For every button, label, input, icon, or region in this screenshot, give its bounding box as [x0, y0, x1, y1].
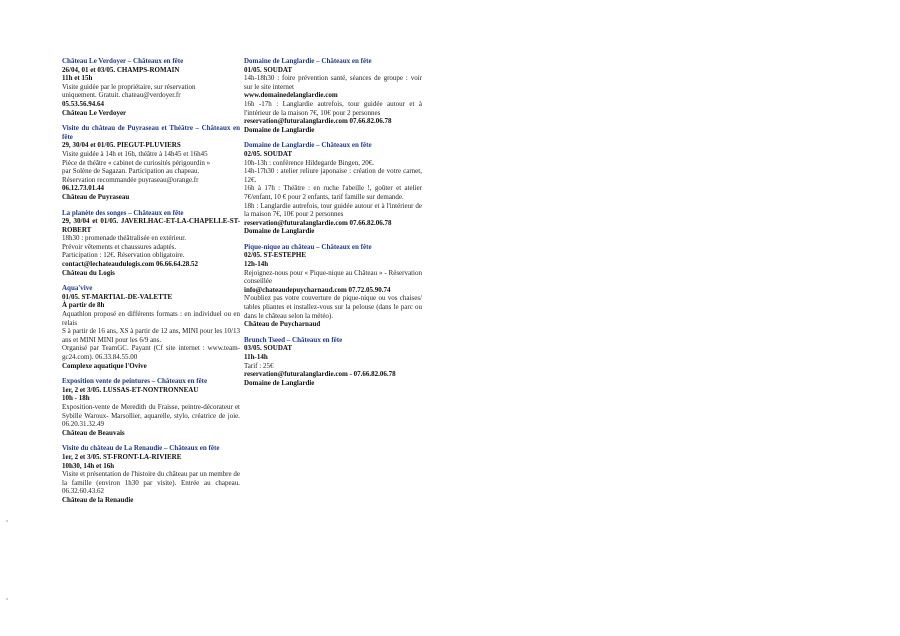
scan-mark — [6, 598, 8, 600]
event-detail-bold: 1er, 2 et 3/05. LUSSAS-ET-NONTRONNEAU — [62, 385, 199, 394]
event-detail-bold: Domaine de Langlardie — [244, 125, 315, 134]
event-detail: Visite guidée par le propriétaire, sur réservation — [62, 82, 196, 91]
event-detail: Réservation recommandée puyraseau@orange.fr — [62, 175, 199, 184]
event-detail-bold: 03/05. SOUDAT — [244, 344, 293, 353]
event-entry — [244, 336, 422, 388]
event-entry — [244, 243, 422, 329]
right-column — [244, 57, 422, 394]
event-detail-bold: 12h-14h — [244, 260, 269, 269]
event-title: La planète des songes – Châteaux en fête — [62, 208, 184, 217]
event-detail: Aquathlon proposé en différents formats : en individuel ou en relais — [62, 310, 240, 327]
event-entry — [62, 377, 240, 437]
event-detail-bold: reservation@futuralanglardie.com 07.66.82.06.78 — [244, 218, 392, 227]
event-detail: Participation : 12€. Réservation obligatoire. — [62, 251, 185, 260]
event-detail-bold: 29, 30/04 et 01/05. JAVERLHAC-ET-LA-CHAPELLE-ST-ROBERT — [62, 217, 240, 234]
event-detail: 16h à 17h : Théâtre : en ruche l'abeille !, goûter et atelier 7€/enfant, 10 € pour 2 enfants, tarif famille sur demande. — [244, 184, 422, 201]
event-detail-bold: Château du Logis — [62, 268, 115, 277]
event-detail: Visite guidée à 14h et 16h, théâtre à 14h45 et 16h45 — [62, 149, 208, 158]
event-title: Brunch Tseed – Châteaux en fête — [244, 335, 343, 344]
event-entry — [62, 124, 240, 201]
event-detail-bold: 02/05. ST-ESTEPHE — [244, 251, 306, 260]
event-title: Domaine de Langlardie – Châteaux en fête — [244, 141, 372, 150]
event-detail-bold: Château Le Verdoyer — [62, 108, 127, 117]
event-detail: uniquement. Gratuit. chateau@verdoyer.fr — [62, 91, 181, 100]
event-detail: Visite et présentation de l'histoire du château par un membre de la famille (environ 1h30 par visite). Entrée au chapeau. 06.32.60.43.62 — [62, 470, 240, 496]
event-detail-bold: Château de Beauvais — [62, 428, 125, 437]
left-column — [62, 57, 240, 512]
event-detail-bold: www.domainedelanglardie.com — [244, 91, 338, 100]
event-detail: S à partir de 16 ans, XS à partir de 12 ans, MINI pour les 10/13 ans et MINI MINI pour les 6/9 ans. — [62, 327, 240, 344]
event-entry — [62, 209, 240, 278]
event-title: Pique-nique au château – Châteaux en fête — [244, 242, 372, 251]
event-detail: par Solène de Sagazan. Participation au chapeau. — [62, 167, 200, 176]
event-detail: 18h : Langlardie autrefois, tour guidée autour et à l'intérieur de la maison 7€, 10€ pour 2 personnes — [244, 201, 422, 219]
event-detail-bold: Château de Puycharnaud — [244, 320, 321, 329]
event-detail-bold: Domaine de Langlardie — [244, 378, 315, 387]
event-detail-bold: Château de Puyraseau — [62, 192, 130, 201]
event-detail-bold: info@chateaudepuycharnaud.com 07.72.05.90.74 — [244, 285, 391, 294]
event-detail-bold: 26/04, 01 et 03/05. CHAMPS-ROMAIN — [62, 65, 180, 74]
event-detail: 14h-17h30 : atelier reliure japonaise : création de votre carnet, 12€. — [244, 167, 422, 184]
event-detail-bold: 11h-14h — [244, 353, 268, 361]
event-title: Château Le Verdoyer – Châteaux en fête — [62, 57, 184, 65]
event-detail-bold: 06.12.73.01.44 — [62, 184, 104, 193]
event-detail-bold: 02/05. SOUDAT — [244, 149, 293, 158]
event-detail-bold: Château de la Renaudie — [62, 495, 134, 504]
event-detail-bold: Complexe aquatique l'Ovive — [62, 361, 147, 370]
event-detail: 10h-13h : conférence Hildegarde Bingen, 20€. — [244, 158, 375, 167]
event-detail: N'oubliez pas votre couverture de pique-nique ou vos chaises/ tables pliantes et installez-vous sur la pelouse (dans le parc ou dans le château selon la météo). — [244, 294, 422, 320]
event-detail: 16h -17h : Langlardie autrefois, tour guidée autour et à l'intérieur de la maison 7€, 10€ pour 2 personnes — [244, 99, 422, 117]
event-detail: Exposition-vente de Meredith du Fraisse, peintre-décorateur et Sybille Waroux- Marsollier, aquarelle, stylo, créatrice de joie. 06.20.31.32.49 — [62, 402, 240, 429]
event-detail-bold: Domaine de Langlardie — [244, 227, 315, 236]
event-detail-bold: 10h - 18h — [62, 394, 90, 403]
event-entry — [244, 57, 422, 134]
event-detail: Organisé par TeamGC. Payant (Cf site internet : www.team-gc24.com). 06.33.84.55.00 — [62, 344, 240, 361]
event-detail: Rejoignez-nous pour « Pique-nique au Château » - Réservation conseillée — [244, 268, 422, 286]
event-title: Aqua'vive — [62, 284, 93, 293]
event-detail-bold: 11h et 15h — [62, 74, 93, 83]
event-detail: 14h-18h30 : foire prévention santé, séances de groupe : voir sur le site internet — [244, 74, 422, 91]
event-detail-bold: contact@lechateaudulogis.com 06.66.64.28.52 — [62, 260, 199, 269]
event-detail: 18h30 : promenade théâtralisée en extérieur. — [62, 234, 187, 243]
event-entry — [244, 141, 422, 236]
event-detail: Tarif : 25€ — [244, 361, 274, 370]
event-entry — [62, 57, 240, 117]
event-detail-bold: 10h30, 14h et 16h — [62, 461, 115, 470]
event-title: Domaine de Langlardie – Châteaux en fête — [244, 57, 372, 65]
event-detail-bold: 01/05. ST-MARTIAL-DE-VALETTE — [62, 292, 173, 301]
event-entry — [62, 284, 240, 370]
event-detail: Pièce de théâtre « cabinet de curiosités périgourdin » — [62, 158, 211, 167]
event-entry — [62, 444, 240, 504]
event-detail-bold: reservation@futuralanglardie.com - 07.66.82.06.78 — [244, 370, 396, 379]
event-detail-bold: À partir de 8h — [62, 301, 105, 310]
event-detail: Prévoir vêtements et chaussures adaptés. — [62, 242, 177, 251]
event-detail-bold: 01/05. SOUDAT — [244, 65, 293, 74]
event-detail-bold: reservation@futuralanglardie.com 07.66.82.06.78 — [244, 117, 392, 126]
event-detail-bold: 29, 30/04 et 01/05. PIEGUT-PLUVIERS — [62, 141, 181, 150]
event-title: Visite du château de Puyraseau et Théâtre – Châteaux en fête — [62, 124, 240, 141]
event-title: Exposition vente de peintures – Châteaux en fête — [62, 377, 208, 386]
event-title: Visite du château de La Renaudie – Châteaux en fête — [62, 444, 220, 453]
scan-mark — [6, 520, 8, 522]
event-detail-bold: 1er, 2 et 3/05. ST-FRONT-LA-RIVIERE — [62, 452, 182, 461]
event-detail-bold: 05.53.56.94.64 — [62, 99, 104, 108]
